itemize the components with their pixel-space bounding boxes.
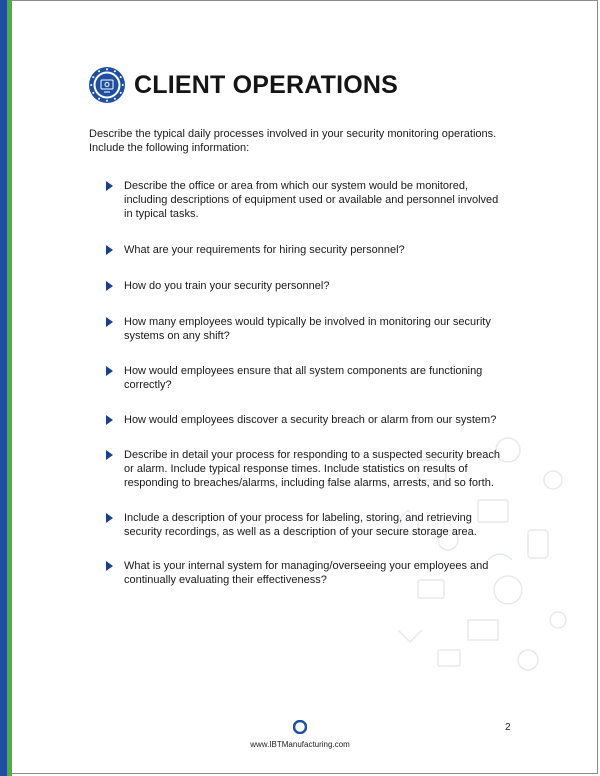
list-item-text: How many employees would typically be involved in monitoring our security systems on any shift? <box>124 316 491 342</box>
list-item <box>106 448 506 490</box>
triangle-arrow-icon <box>106 281 113 291</box>
list-item <box>106 279 506 293</box>
list-item <box>106 315 506 343</box>
section-heading <box>88 66 398 104</box>
list-item-text: How do you train your security personnel? <box>124 280 330 292</box>
list-item <box>106 413 506 427</box>
list-item-text: What is your internal system for managing/overseeing your employees and continually evaluating their effectiveness? <box>124 560 489 586</box>
list-item <box>106 511 506 539</box>
list-item <box>106 179 506 221</box>
triangle-arrow-icon <box>106 513 113 523</box>
page-number: 2 <box>505 722 511 733</box>
question-list <box>106 179 506 587</box>
ibt-logo-icon <box>88 66 126 104</box>
triangle-arrow-icon <box>106 245 113 255</box>
list-item-text: What are your requirements for hiring security personnel? <box>124 244 405 256</box>
triangle-arrow-icon <box>106 181 113 191</box>
list-item-text: How would employees ensure that all system components are functioning correctly? <box>124 365 483 391</box>
triangle-arrow-icon <box>106 415 113 425</box>
ring-logo-icon <box>293 720 307 734</box>
left-blue-band <box>0 0 7 776</box>
list-item-text: Include a description of your process for labeling, storing, and retrieving security recordings, as well as a description of your secure storage area. <box>124 512 477 538</box>
triangle-arrow-icon <box>106 450 113 460</box>
section-title: CLIENT OPERATIONS <box>134 70 399 99</box>
list-item-text: Describe in detail your process for responding to a suspected security breach or alarm. Include typical response times. Include statistics on results of responding to breaches/alarms, including false alarms, arrests, and so forth. <box>124 449 501 489</box>
footer-url: www.IBTManufacturing.com <box>250 740 350 749</box>
triangle-arrow-icon <box>106 317 113 327</box>
list-item <box>106 243 506 257</box>
triangle-arrow-icon <box>106 366 113 376</box>
list-item-text: How would employees discover a security breach or alarm from our system? <box>124 414 497 426</box>
list-item <box>106 559 506 587</box>
list-item-text: Describe the office or area from which our system would be monitored, including descriptions of equipment used or available and personnel involved in typical tasks. <box>124 180 499 220</box>
list-item <box>106 364 506 392</box>
left-green-band <box>7 0 12 776</box>
triangle-arrow-icon <box>106 561 113 571</box>
intro-paragraph: Describe the typical daily processes involved in your security monitoring operations. Include the following information: <box>89 128 497 154</box>
